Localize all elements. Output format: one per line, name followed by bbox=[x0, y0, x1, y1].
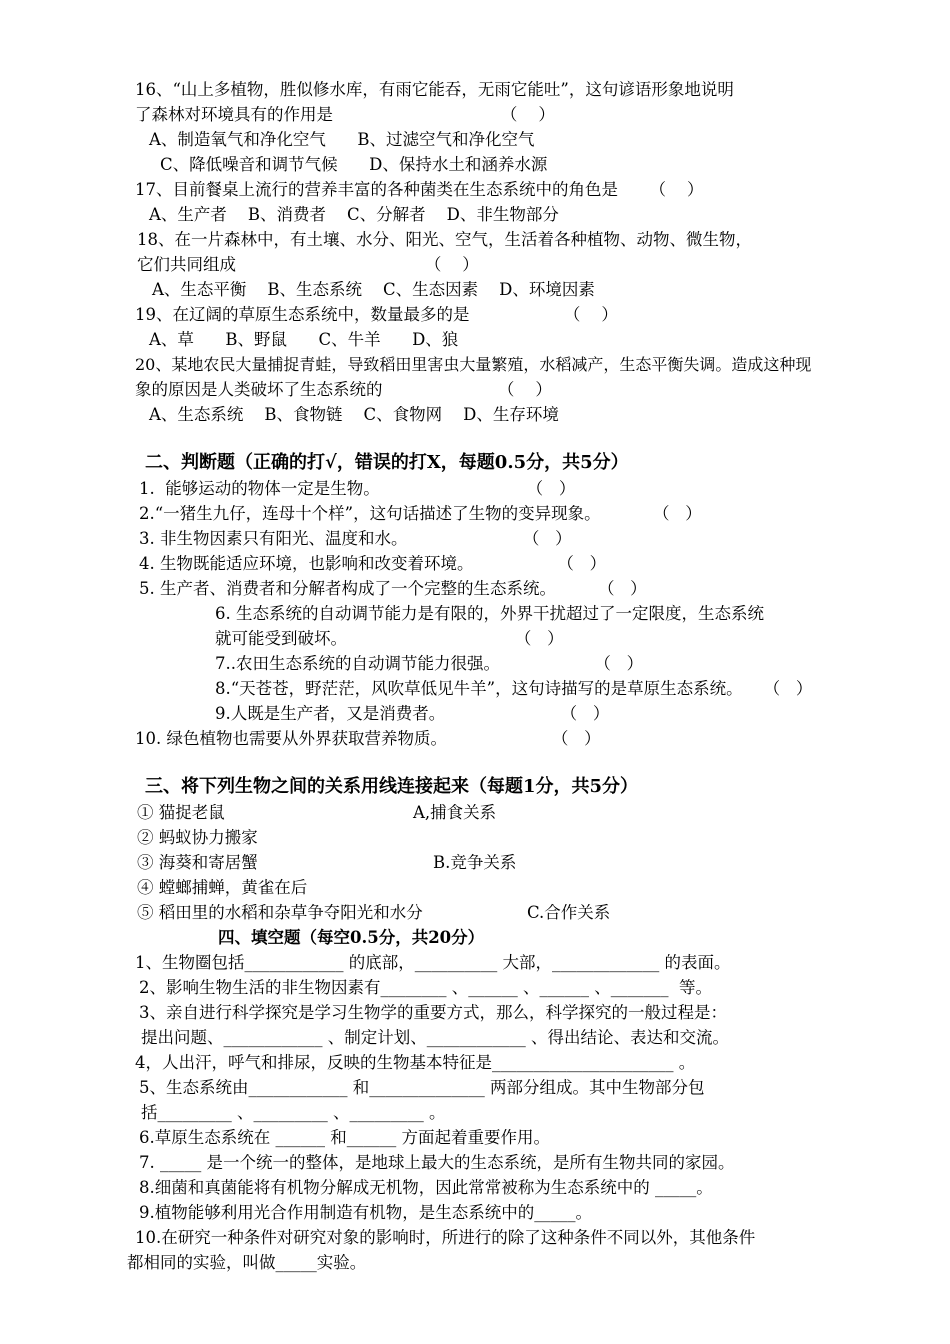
question-17-options: A、生产者 B、消费者 C、分解者 D、非生物部分 bbox=[149, 205, 559, 224]
match-right-c: C.合作关系 bbox=[527, 903, 611, 922]
match-left-5: ⑤ 稻田里的水稻和杂草争夺阳光和水分 bbox=[137, 903, 423, 922]
section-4-heading: 四、填空题（每空0.5分，共20分） bbox=[218, 928, 485, 947]
fill-item-4: 4，人出汗，呼气和排尿，反映的生物基本特征是______________________ 。 bbox=[135, 1053, 696, 1072]
match-left-3: ③ 海葵和寄居蟹 bbox=[137, 853, 258, 872]
question-17: 17、目前餐桌上流行的营养丰富的各种菌类在生态系统中的角色是 （ ） bbox=[135, 180, 704, 199]
judge-item-7: 7..农田生态系统的自动调节能力很强。 （ ） bbox=[215, 654, 644, 673]
fill-item-10-line1: 10.在研究一种条件对研究对象的影响时，所进行的除了这种条件不同以外，其他条件 bbox=[135, 1228, 756, 1247]
question-20-options: A、生态系统 B、食物链 C、食物网 D、生存环境 bbox=[149, 405, 559, 424]
judge-item-6-line2: 就可能受到破坏。 （ ） bbox=[215, 629, 564, 648]
judge-item-1: 1. 能够运动的物体一定是生物。 （ ） bbox=[139, 479, 576, 498]
section-2-heading: 二、判断题（正确的打√，错误的打X，每题0.5分，共5分） bbox=[145, 452, 629, 473]
judge-item-2: 2.“一猪生九仔，连母十个样”，这句话描述了生物的变异现象。 （ ） bbox=[139, 504, 702, 523]
question-19-options: A、草 B、野鼠 C、牛羊 D、狼 bbox=[149, 330, 459, 349]
fill-item-9: 9.植物能够利用光合作用制造有机物，是生态系统中的_____。 bbox=[139, 1203, 592, 1222]
question-20-line2: 象的原因是人类破坏了生态系统的 （ ） bbox=[135, 380, 552, 399]
judge-item-8: 8.“天苍苍，野茫茫，风吹草低见牛羊”，这句诗描写的是草原生态系统。 （ ） bbox=[215, 679, 813, 698]
match-left-2: ② 蚂蚁协力搬家 bbox=[137, 828, 258, 847]
fill-item-2: 2、影响生物生活的非生物因素有________ 、______ 、______ 、_______ 等。 bbox=[139, 978, 712, 997]
match-left-1: ① 猫捉老鼠 bbox=[137, 803, 225, 822]
match-right-b: B.竞争关系 bbox=[433, 853, 517, 872]
judge-item-5: 5. 生产者、消费者和分解者构成了一个完整的生态系统。 （ ） bbox=[139, 579, 647, 598]
section-3-heading: 三、将下列生物之间的关系用线连接起来（每题1分，共5分） bbox=[145, 776, 639, 797]
question-16-line1: 16、“山上多植物，胜似修水库，有雨它能吞，无雨它能吐”，这句谚语形象地说明 bbox=[135, 80, 734, 99]
fill-item-8: 8.细菌和真菌能将有机物分解成无机物，因此常常被称为生态系统中的 _____。 bbox=[139, 1178, 713, 1197]
fill-item-3-line1: 3、亲自进行科学探究是学习生物学的重要方式，那么，科学探究的一般过程是： bbox=[139, 1003, 727, 1022]
question-18-line2: 它们共同组成 （ ） bbox=[137, 255, 479, 274]
fill-item-6: 6.草原生态系统在 ______ 和______ 方面起着重要作用。 bbox=[139, 1128, 550, 1147]
match-left-4: ④ 螳螂捕蝉，黄雀在后 bbox=[137, 878, 308, 897]
fill-item-10-line2: 都相同的实验，叫做_____实验。 bbox=[127, 1253, 367, 1272]
question-16-options-cd: C、降低噪音和调节气候 D、保持水土和涵养水源 bbox=[160, 155, 548, 174]
judge-item-6-line1: 6. 生态系统的自动调节能力是有限的，外界干扰超过了一定限度，生态系统 bbox=[215, 604, 764, 623]
fill-item-3-line2: 提出问题、____________ 、制定计划、____________ 、得出结论、表达和交流。 bbox=[141, 1028, 729, 1047]
question-16-options-ab: A、制造氧气和净化空气 B、过滤空气和净化空气 bbox=[149, 130, 535, 149]
judge-item-4: 4. 生物既能适应环境，也影响和改变着环境。 （ ） bbox=[139, 554, 607, 573]
question-19: 19、在辽阔的草原生态系统中，数量最多的是 （ ） bbox=[135, 305, 618, 324]
judge-item-9: 9.人既是生产者，又是消费者。 （ ） bbox=[215, 704, 610, 723]
question-18-line1: 18、在一片森林中，有土壤、水分、阳光、空气，生活着各种植物、动物、微生物， bbox=[137, 230, 752, 249]
question-18-options: A、生态平衡 B、生态系统 C、生态因素 D、环境因素 bbox=[152, 280, 595, 299]
fill-item-5-line1: 5、生态系统由____________ 和______________ 两部分组成。其中生物部分包 bbox=[139, 1078, 705, 1097]
match-right-a: A,捕食关系 bbox=[413, 803, 497, 822]
judge-item-3: 3. 非生物因素只有阳光、温度和水。 （ ） bbox=[139, 529, 572, 548]
fill-item-1: 1、生物圈包括____________ 的底部，__________ 大部，_____________ 的表面。 bbox=[135, 953, 731, 972]
judge-item-10: 10. 绿色植物也需要从外界获取营养物质。 （ ） bbox=[135, 729, 601, 748]
fill-item-7: 7. _____ 是一个统一的整体，是地球上最大的生态系统，是所有生物共同的家园。 bbox=[139, 1153, 735, 1172]
question-20-line1: 20、某地农民大量捕捉青蛙，导致稻田里害虫大量繁殖，水稻减产，生态平衡失调。造成这种现 bbox=[135, 355, 812, 374]
question-16-line2: 了森林对环境具有的作用是 （ ） bbox=[135, 105, 555, 124]
fill-item-5-line2: 括_________ 、_________ 、_________ 。 bbox=[141, 1103, 446, 1122]
